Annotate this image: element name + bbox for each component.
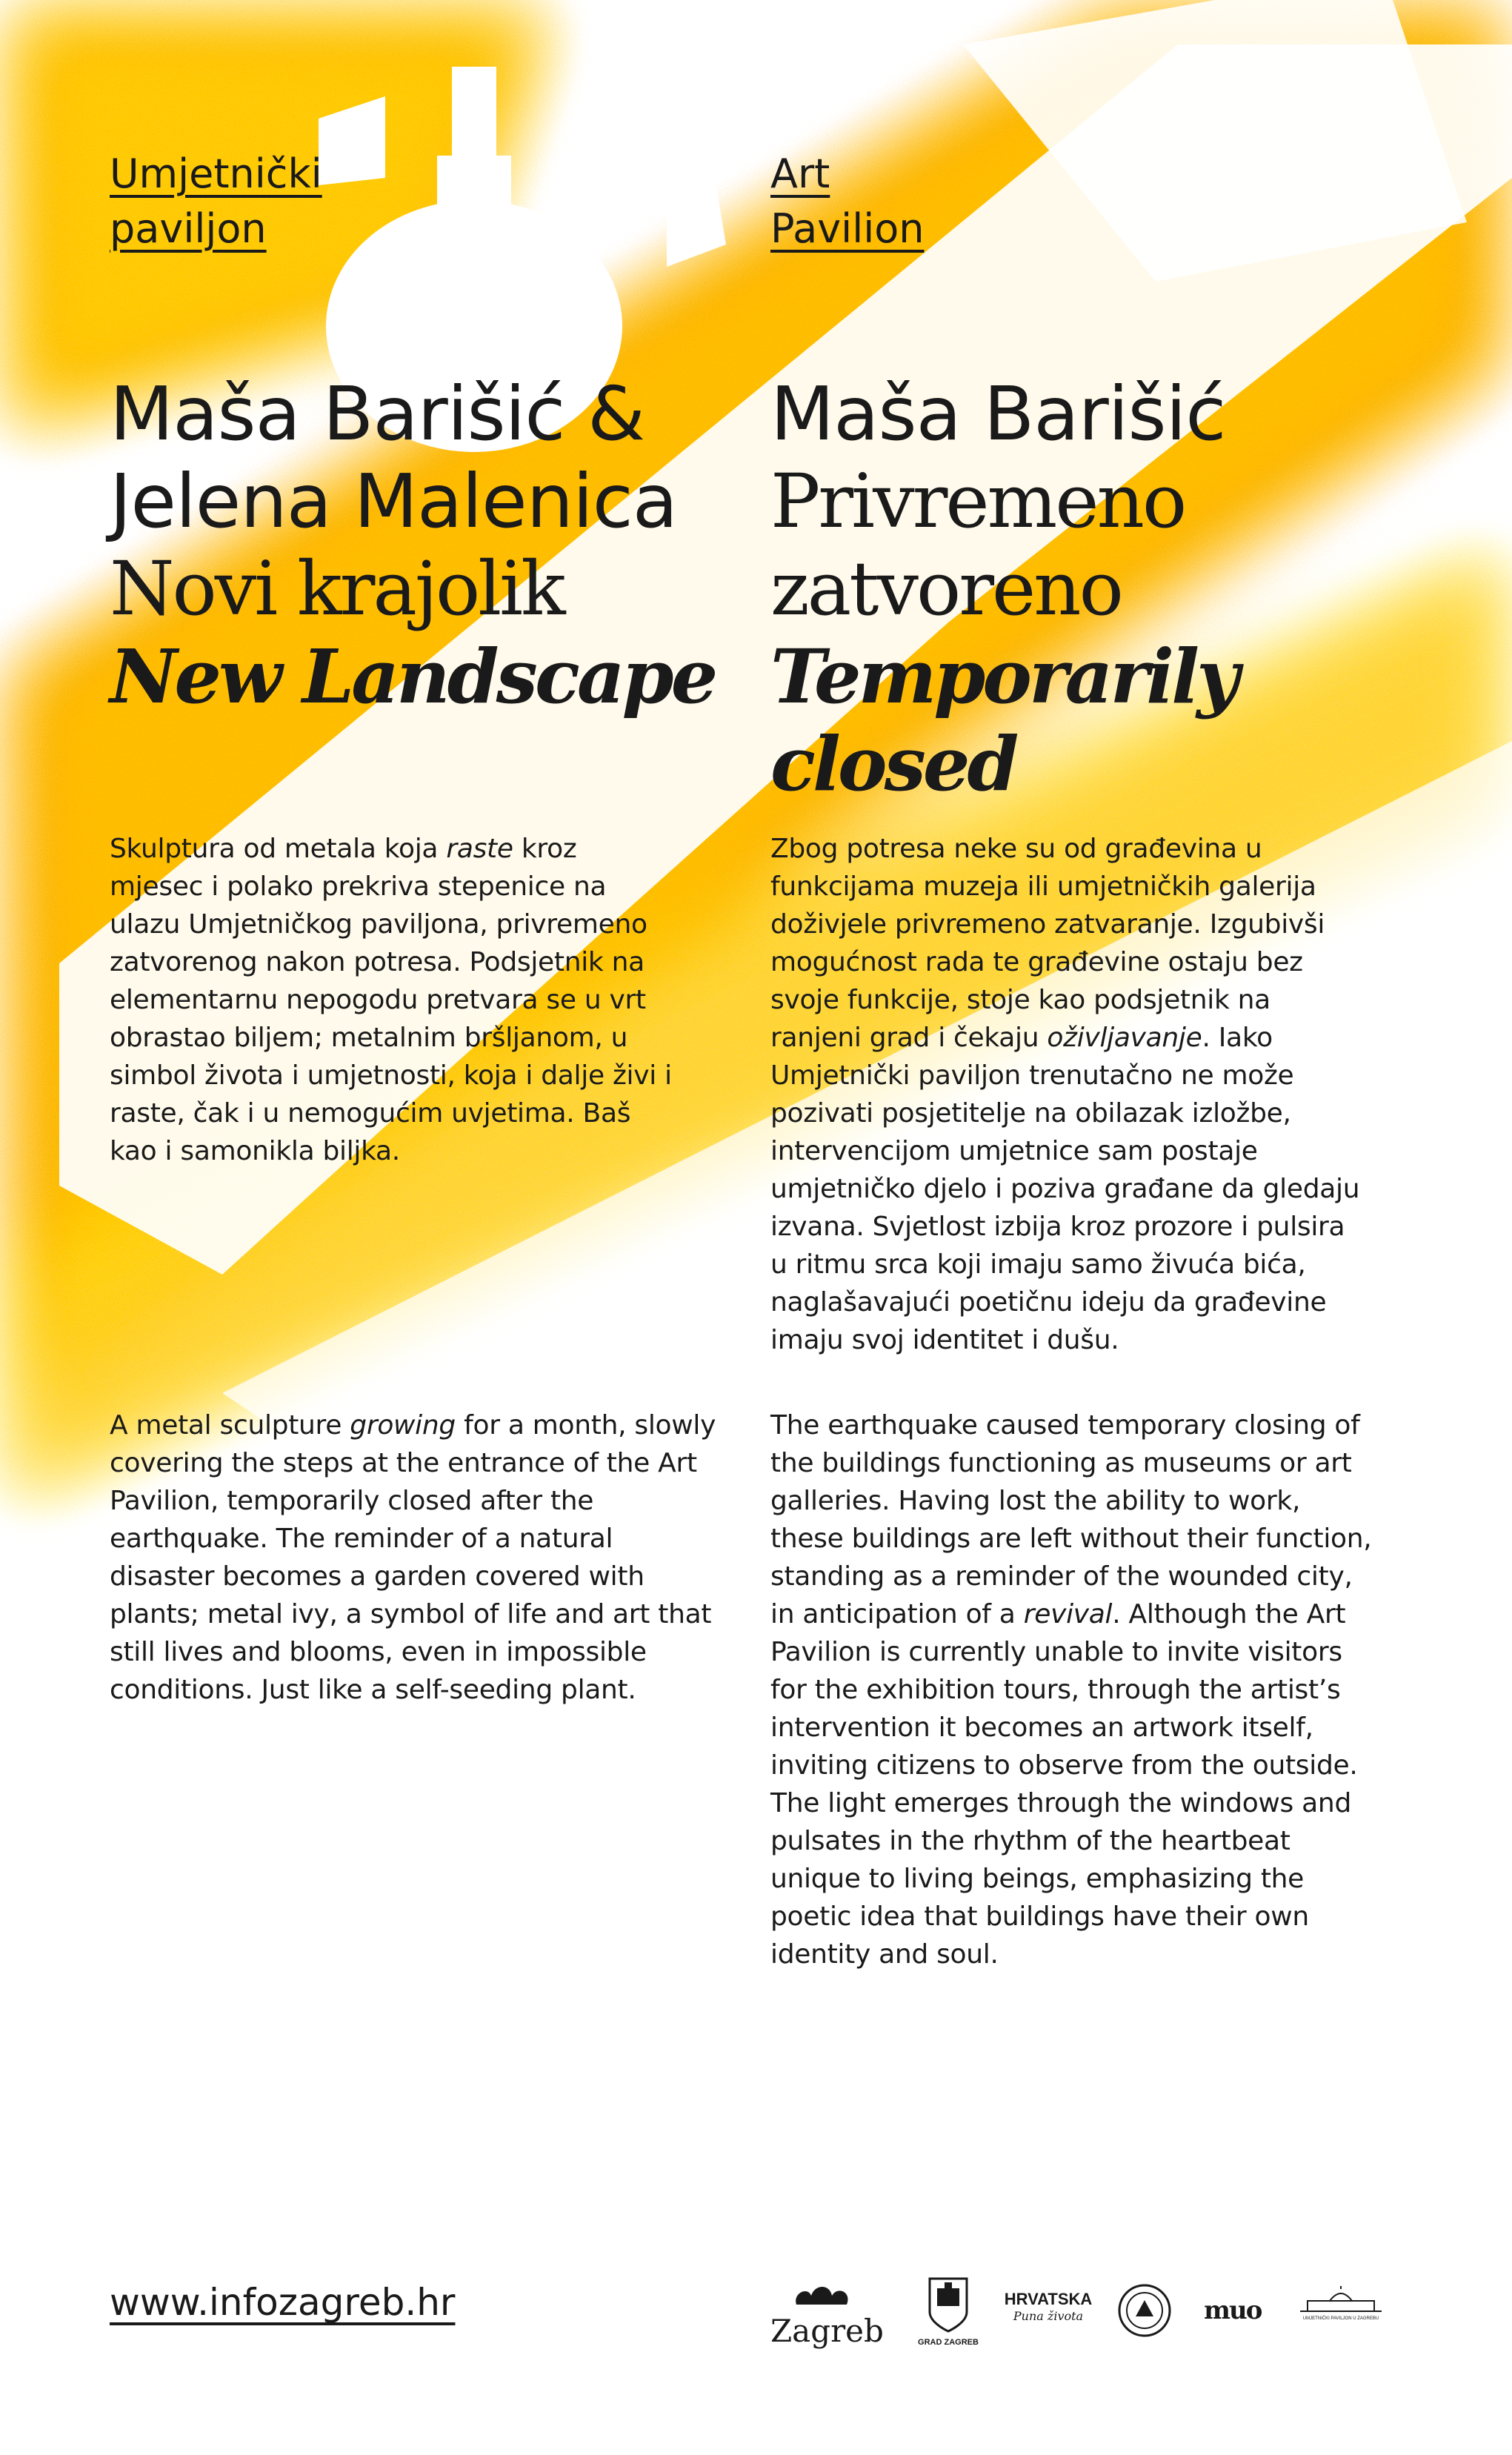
muo-logo[interactable]: muo xyxy=(1204,2296,1262,2325)
croatia-tourism-logo[interactable]: HRVATSKA Puna života xyxy=(1004,2290,1093,2323)
sponsor-logos xyxy=(770,2268,1422,2379)
description-croatian xyxy=(110,830,673,1170)
flower-icon xyxy=(789,2282,856,2309)
left-column xyxy=(110,0,717,2455)
text-run: The earthquake caused temporary closing of the buildings functioning as museums or art galleries. Having lost the ability to work, these buildings are left without their function, standing as a reminder of the wounded city, in anticipation of a xyxy=(770,1410,1372,1630)
zagreb-tourism-logo[interactable]: Zagreb xyxy=(770,2282,874,2349)
description-english xyxy=(770,1406,1378,1973)
emphasis-text: oživljavanje xyxy=(1047,1023,1202,1053)
right-column xyxy=(770,0,1408,2455)
work-title-english: Temporarily closed xyxy=(770,633,1237,808)
text-run: . Although the Art Pavilion is currently unable to invite visitors for the exhibition tours, through the artist’s intervention it becomes an artwork itself, inviting citizens to observe from the outside. The light emerges through the windows and pulsates in the rhythm of the heartbeat unique to living beings, emphasizing the poetic idea that buildings have their own identity and soul. xyxy=(770,1599,1358,1970)
description-croatian xyxy=(770,830,1363,1359)
text-run: Skulptura od metala koja xyxy=(110,834,447,864)
work-title: Novi krajolik xyxy=(110,545,564,632)
title-block xyxy=(110,371,715,720)
grad-zagreb-crest[interactable]: GRAD ZAGREB xyxy=(904,2275,993,2347)
round-seal-logo[interactable] xyxy=(1115,2281,1174,2340)
title-block xyxy=(770,371,1408,808)
artist-name: Jelena Malenica xyxy=(110,458,678,545)
crest-icon xyxy=(926,2275,970,2334)
text-run: A metal sculpture xyxy=(110,1410,350,1441)
artist-name: Maša Barišić xyxy=(770,371,1226,457)
text-run: for a month, slowly covering the steps at the entrance of the Art Pavilion, temporarily closed after the earthquake. The reminder of a natural disaster becomes a garden covered with plants; metal ivy, a symbol of life and art that still lives and blooms, even in impossible conditions. Just like a self-seeding plant. xyxy=(110,1410,716,1705)
work-title: Privremeno xyxy=(770,458,1185,545)
section-label: Art Pavilion xyxy=(770,150,925,252)
pavilion-icon xyxy=(1296,2286,1385,2313)
website-link[interactable]: www.infozagreb.hr xyxy=(110,2281,456,2324)
emphasis-text: growing xyxy=(350,1410,456,1441)
seal-icon xyxy=(1115,2281,1174,2340)
description-english xyxy=(110,1406,717,1709)
work-title-english: New Landscape xyxy=(110,633,716,720)
emphasis-text: raste xyxy=(446,834,513,864)
text-run: . Iako Umjetnički paviljon trenutačno ne može pozivati posjetitelje na obilazak izložbe, intervencijom umjetnice sam postaje umjetničko djelo i poziva građane da gledaju izvana. Svjetlost izbija kroz prozore i pulsira u ritmu srca koji imaju samo živuća bića, naglašavajući poetičnu ideju da građevine imaju svoj identitet i dušu. xyxy=(770,1023,1360,1355)
artist-name: Maša Barišić & xyxy=(110,371,645,457)
work-title: zatvoreno xyxy=(770,545,1122,632)
text-run: Zbog potresa neke su od građevina u funkcijama muzeja ili umjetničkih galerija doživjele privremeno zatvaranje. Izgubivši mogućnost rada te građevine ostaju bez svoje funkcije, stoje kao podsjetnik na ranjeni grad i čekaju xyxy=(770,834,1325,1053)
emphasis-text: revival xyxy=(1023,1599,1113,1630)
art-pavilion-logo[interactable]: UMJETNIČKI PAVILJON U ZAGREBU xyxy=(1289,2286,1393,2321)
section-label: Umjetnički paviljon xyxy=(110,150,322,252)
text-run: kroz mjesec i polako prekriva stepenice na ulazu Umjetničkog paviljona, privremeno zatvorenog nakon potresa. Podsjetnik na elementarnu nepogodu pretvara se u vrt obrastao biljem; metalnim bršljanom, u simbol života i umjetnosti, koja i dalje živi i raste, čak i u nemogućim uvjetima. Baš kao i samonikla biljka. xyxy=(110,834,672,1166)
